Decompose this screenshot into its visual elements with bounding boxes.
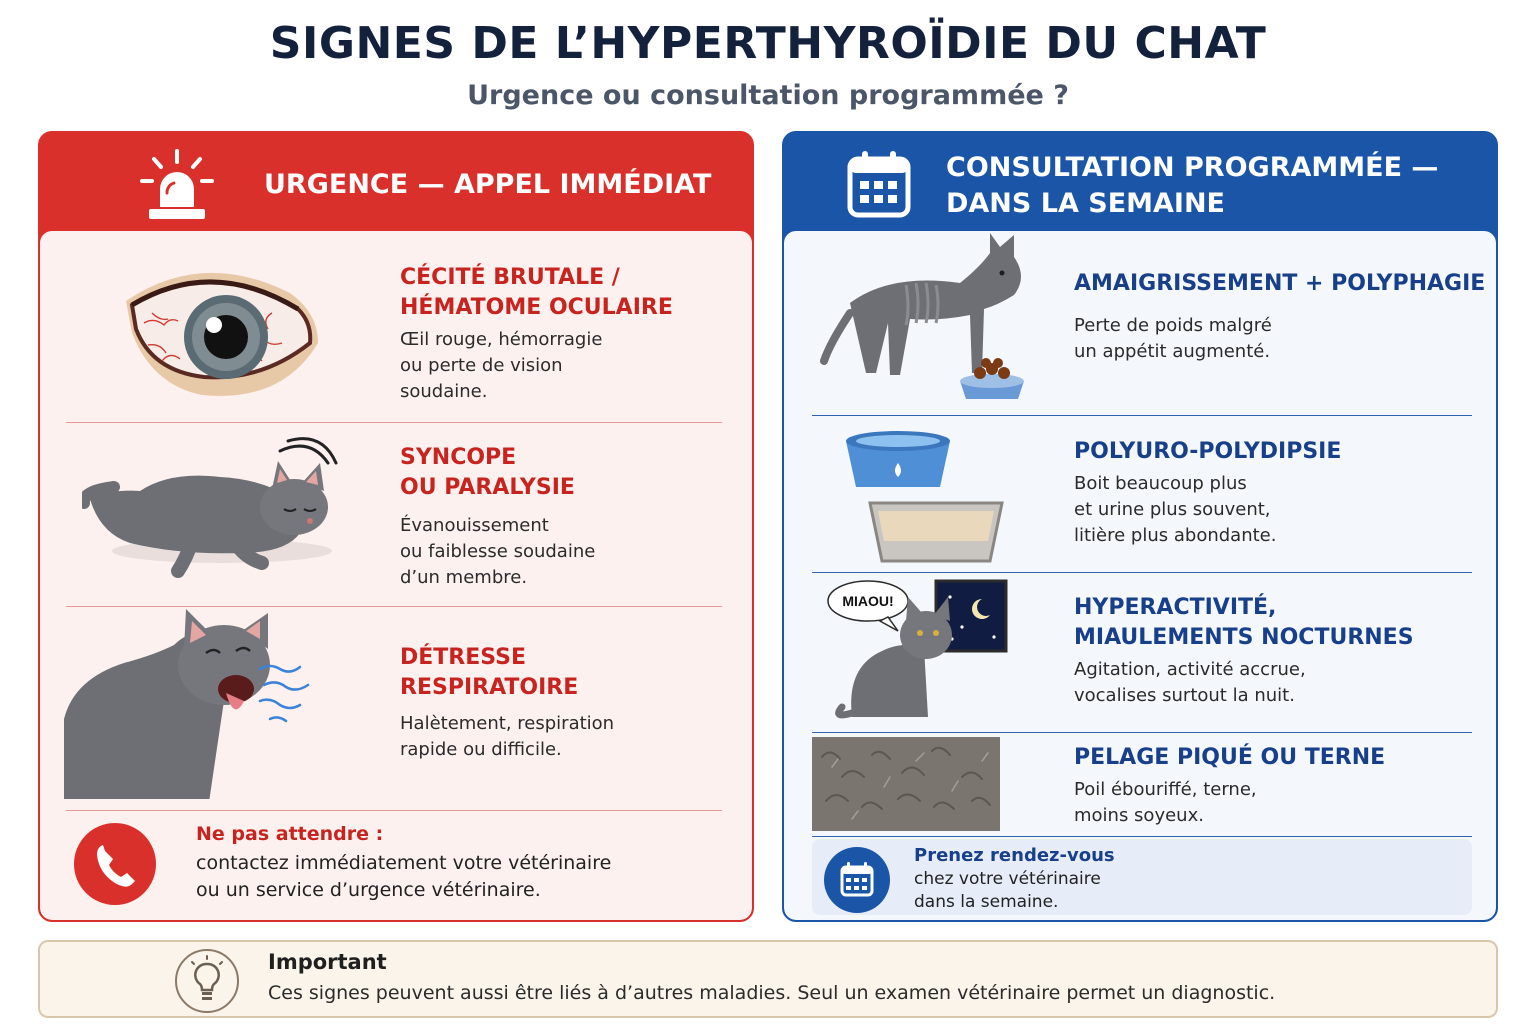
scheduled-divider [812, 836, 1472, 837]
scheduled-panel-header [784, 133, 1496, 233]
scheduled-item-3-title: HYPERACTIVITÉ, MIAULEMENTS NOCTURNES [1074, 595, 1414, 650]
urgent-panel-header [40, 133, 752, 233]
page-subtitle: Urgence ou consultation programmée ? [467, 80, 1069, 111]
panting-cat-illustration [64, 609, 314, 799]
scheduled-item-4-title: PELAGE PIQUÉ OU TERNE [1074, 745, 1386, 770]
thin-cat-food-bowl-illustration [820, 233, 1050, 405]
matted-fur-illustration [812, 737, 1000, 831]
siren-icon [136, 145, 218, 225]
urgent-item-2-title: SYNCOPE OU PARALYSIE [400, 445, 575, 500]
important-note [38, 940, 1498, 1018]
scheduled-callout [812, 839, 1472, 915]
page-title: SIGNES DE L’HYPERTHYROÏDIE DU CHAT [269, 18, 1267, 69]
scheduled-panel-title: CONSULTATION PROGRAMMÉE — DANS LA SEMAINE [946, 152, 1439, 219]
calendar-icon[interactable] [824, 847, 890, 913]
scheduled-panel-body [784, 231, 1496, 920]
urgent-item-3-desc: Halètement, respiration rapide ou difficile. [400, 713, 615, 760]
urgent-item-2-desc: Évanouissement ou faiblesse soudaine d’un membre. [400, 515, 596, 588]
urgent-divider [66, 422, 722, 423]
scheduled-item-2-title: POLYURO-POLYDIPSIE [1074, 439, 1342, 464]
phone-icon[interactable] [74, 823, 156, 905]
scheduled-item-3-desc: Agitation, activité accrue, vocalises surtout la nuit. [1074, 659, 1306, 706]
urgent-callout-title: Ne pas attendre : [196, 823, 384, 845]
scheduled-item-1-desc: Perte de poids malgré un appétit augmenté. [1074, 315, 1272, 362]
urgent-divider [66, 810, 722, 811]
scheduled-item-1-title: AMAIGRISSEMENT + POLYPHAGIE [1074, 271, 1486, 296]
scheduled-item-2-desc: Boit beaucoup plus et urine plus souvent, litière plus abondante. [1074, 473, 1277, 546]
urgent-panel-title: URGENCE — APPEL IMMÉDIAT [264, 169, 712, 200]
urgent-item-1-desc: Œil rouge, hémorragie ou perte de vision soudaine. [400, 329, 603, 402]
urgent-item-1-title: CÉCITÉ BRUTALE / HÉMATOME OCULAIRE [400, 265, 673, 320]
scheduled-callout-title: Prenez rendez-vous [914, 845, 1115, 866]
urgent-item-3-title: DÉTRESSE RESPIRATOIRE [400, 645, 579, 700]
lightbulb-icon [174, 948, 240, 1014]
water-bowl-litter-box-illustration [840, 429, 1020, 569]
urgent-panel [38, 131, 754, 922]
important-text: Ces signes peuvent aussi être liés à d’autres maladies. Seul un examen vétérinaire permet un diagnostic. [268, 982, 1276, 1004]
calendar-icon [846, 149, 912, 219]
scheduled-callout-text: chez votre vétérinaire dans la semaine. [914, 869, 1101, 912]
meow-speech-bubble: MIAOU! [842, 593, 894, 609]
urgent-divider [66, 606, 722, 607]
bloodshot-eye-illustration [122, 253, 322, 403]
urgent-callout-text: contactez immédiatement votre vétérinaire ou un service d’urgence vétérinaire. [196, 852, 612, 901]
scheduled-divider [812, 572, 1472, 573]
collapsed-cat-illustration [82, 433, 342, 583]
scheduled-divider [812, 732, 1472, 733]
meowing-cat-night-illustration [822, 577, 1012, 725]
urgent-panel-body [40, 231, 752, 920]
important-title: Important [268, 950, 387, 974]
scheduled-item-4-desc: Poil ébouriffé, terne, moins soyeux. [1074, 779, 1257, 826]
scheduled-divider [812, 415, 1472, 416]
scheduled-panel [782, 131, 1498, 922]
